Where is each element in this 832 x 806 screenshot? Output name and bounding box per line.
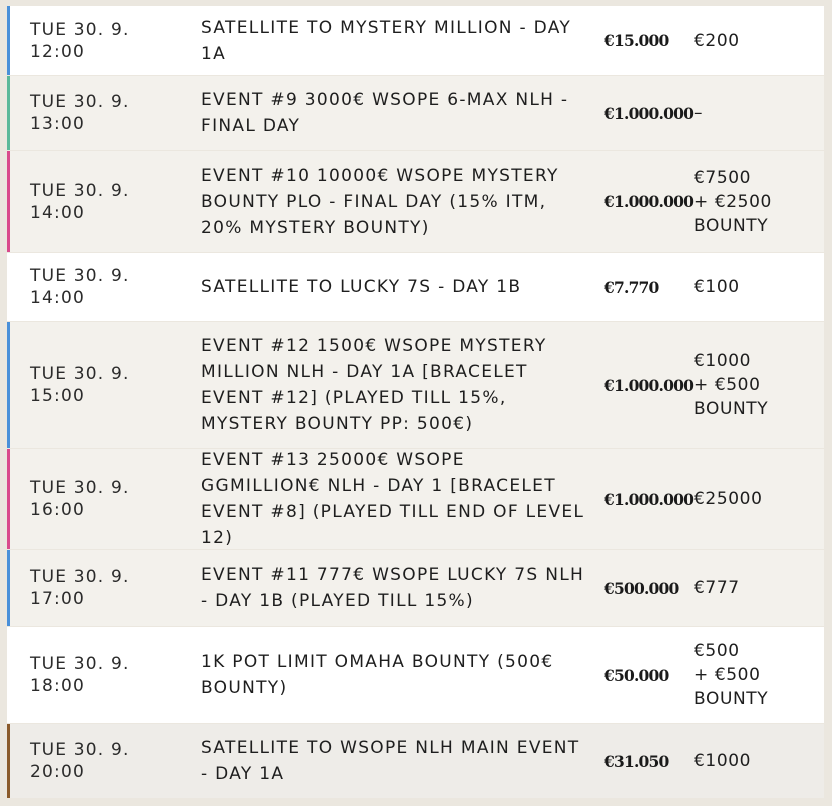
event-time: 12:00: [30, 41, 85, 62]
event-date: TUE 30. 9.: [30, 740, 130, 760]
event-row[interactable]: [7, 724, 824, 798]
event-guarantee: €15.000: [604, 31, 669, 50]
event-buyin: [694, 166, 824, 238]
buyin-line: €500: [694, 641, 740, 661]
buyin-line: –: [694, 103, 704, 123]
right-margin: [824, 0, 832, 806]
event-buyin: [694, 101, 824, 125]
buyin-line: €100: [694, 277, 740, 297]
buyin-line: + €2500: [694, 191, 772, 212]
buyin-line: BOUNTY: [694, 399, 769, 419]
event-datetime: [30, 265, 180, 309]
event-name: SATELLITE TO LUCKY 7S - DAY 1B: [201, 277, 522, 297]
event-name: EVENT #10 10000€ WSOPE MYSTERY BOUNTY PLO - FINAL DAY (15% ITM, 20% MYSTERY BOUNTY): [201, 165, 559, 238]
buyin-line: BOUNTY: [694, 215, 769, 236]
event-date: TUE 30. 9.: [30, 266, 130, 286]
event-time: 20:00: [30, 762, 85, 782]
event-row[interactable]: [7, 76, 824, 150]
event-time: 13:00: [30, 114, 85, 134]
event-name: EVENT #11 777€ WSOPE LUCKY 7S NLH - DAY 1B (PLAYED TILL 15%): [201, 565, 585, 611]
event-datetime: [30, 19, 180, 63]
buyin-line: €777: [694, 578, 740, 598]
event-row[interactable]: [7, 449, 824, 549]
event-guarantee: €1.000.000: [604, 375, 694, 395]
event-datetime: [30, 477, 180, 521]
event-guarantee: €50.000: [604, 665, 669, 685]
event-row[interactable]: [7, 6, 824, 75]
event-datetime: [30, 363, 180, 407]
event-date: TUE 30. 9.: [30, 19, 130, 40]
buyin-line: BOUNTY: [694, 689, 769, 709]
buyin-line: €25000: [694, 489, 763, 509]
event-date: TUE 30. 9.: [30, 180, 130, 201]
event-name: EVENT #9 3000€ WSOPE 6-MAX NLH - FINAL DAY: [201, 90, 569, 136]
event-name: EVENT #12 1500€ WSOPE MYSTERY MILLION NLH - DAY 1A [BRACELET EVENT #12] (PLAYED TILL 15%, MYSTERY BOUNTY PP: 500€): [201, 336, 547, 434]
event-date: TUE 30. 9.: [30, 478, 130, 498]
event-time: 14:00: [30, 288, 85, 308]
buyin-line: €1000: [694, 751, 752, 771]
event-name: SATELLITE TO WSOPE NLH MAIN EVENT - DAY 1A: [201, 738, 580, 784]
event-datetime: [30, 566, 180, 610]
event-date: TUE 30. 9.: [30, 92, 130, 112]
event-row[interactable]: [7, 322, 824, 448]
event-name: 1K POT LIMIT OMAHA BOUNTY (500€ BOUNTY): [201, 652, 554, 698]
left-margin: [0, 0, 7, 806]
event-buyin: [694, 349, 824, 421]
event-buyin: [694, 487, 824, 511]
event-datetime: [30, 739, 180, 783]
event-row[interactable]: [7, 151, 824, 252]
event-date: TUE 30. 9.: [30, 567, 130, 587]
event-date: TUE 30. 9.: [30, 364, 130, 384]
event-row[interactable]: [7, 627, 824, 723]
event-guarantee: €1.000.000: [604, 192, 694, 211]
event-time: 15:00: [30, 386, 85, 406]
event-time: 17:00: [30, 589, 85, 609]
event-row[interactable]: [7, 550, 824, 626]
event-datetime: [30, 180, 180, 224]
event-buyin: [694, 29, 824, 53]
event-time: 18:00: [30, 676, 85, 696]
event-row[interactable]: [7, 253, 824, 321]
event-guarantee: €1.000.000: [604, 103, 694, 123]
event-buyin: [694, 639, 824, 711]
event-name: SATELLITE TO MYSTERY MILLION - DAY 1A: [201, 17, 572, 64]
buyin-line: €1000: [694, 351, 752, 371]
buyin-line: + €500: [694, 665, 761, 685]
event-date: TUE 30. 9.: [30, 654, 130, 674]
event-datetime: [30, 653, 180, 697]
event-buyin: [694, 576, 824, 600]
event-datetime: [30, 91, 180, 135]
buyin-line: + €500: [694, 375, 761, 395]
buyin-line: €200: [694, 30, 740, 51]
event-time: 16:00: [30, 500, 85, 520]
event-guarantee: €500.000: [604, 578, 679, 598]
event-buyin: [694, 749, 824, 773]
event-buyin: [694, 275, 824, 299]
event-guarantee: €31.050: [604, 751, 669, 771]
event-name: EVENT #13 25000€ WSOPE GGMILLION€ NLH - DAY 1 [BRACELET EVENT #8] (PLAYED TILL END OF LEVEL 12): [201, 450, 585, 548]
event-guarantee: €7.770: [604, 277, 659, 297]
event-guarantee: €1.000.000: [604, 489, 694, 509]
event-time: 14:00: [30, 202, 85, 223]
buyin-line: €7500: [694, 167, 752, 188]
